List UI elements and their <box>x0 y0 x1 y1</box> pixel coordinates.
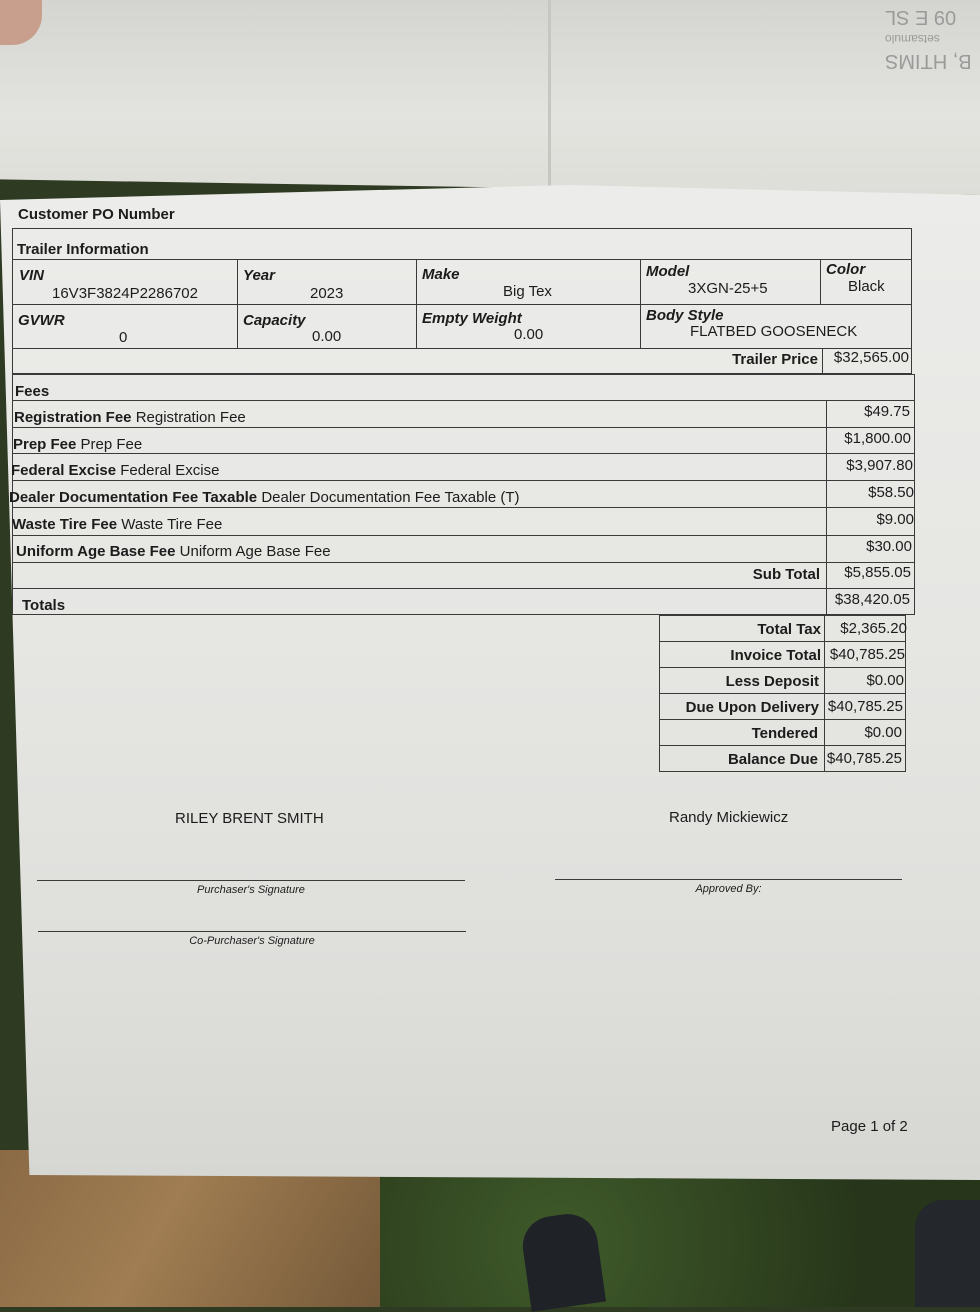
approver-name: Randy Mickiewicz <box>669 809 789 826</box>
divider <box>640 259 641 348</box>
reversed-line-1: B, HTIMS <box>885 50 972 72</box>
fee-desc: Dealer Documentation Fee Taxable (T) <box>261 489 520 506</box>
divider <box>12 400 915 401</box>
paper-fold-crease <box>548 0 551 190</box>
divider <box>12 588 915 589</box>
divider <box>659 719 906 720</box>
make-value: Big Tex <box>503 283 552 300</box>
divider <box>12 427 915 428</box>
divider <box>12 562 915 563</box>
invoice-total-label: Invoice Total <box>730 647 821 664</box>
divider <box>237 259 238 348</box>
year-label: Year <box>243 267 275 284</box>
copurchaser-signature-label: Co-Purchaser's Signature <box>189 935 315 947</box>
divider <box>659 745 906 746</box>
make-label: Make <box>422 266 460 283</box>
fee-name: Waste Tire Fee <box>12 516 118 533</box>
totals-label: Totals <box>22 597 66 614</box>
fee-amount: $1,800.00 <box>844 430 911 447</box>
vin-value: 16V3F3824P2286702 <box>52 285 198 302</box>
background-shoe-right <box>915 1200 980 1307</box>
balance-due-value: $40,785.25 <box>826 750 902 767</box>
less-deposit-value: $0.00 <box>866 672 904 689</box>
total-tax-label: Total Tax <box>757 621 821 638</box>
gvwr-value: 0 <box>119 329 128 346</box>
tendered-value: $0.00 <box>864 724 902 741</box>
vin-label: VIN <box>19 267 45 284</box>
reversed-bleed-text <box>885 6 972 72</box>
reversed-line-2: setsamulo <box>885 32 941 46</box>
model-label: Model <box>646 263 690 280</box>
fee-row <box>12 516 222 533</box>
divider <box>12 259 912 260</box>
divider <box>416 259 417 348</box>
fee-row <box>9 489 520 506</box>
capacity-value: 0.00 <box>312 328 342 345</box>
fee-amount: $58.50 <box>868 484 914 501</box>
approved-by-label: Approved By: <box>695 883 762 895</box>
fee-desc: Registration Fee <box>135 409 246 426</box>
model-value: 3XGN-25+5 <box>688 280 768 297</box>
fee-name: Dealer Documentation Fee Taxable <box>9 489 258 506</box>
folded-top-sheet <box>0 0 980 195</box>
divider <box>12 535 915 536</box>
trailer-price-label: Trailer Price <box>732 351 818 368</box>
fee-row <box>16 543 331 560</box>
fee-amount: $49.75 <box>864 403 910 420</box>
due-upon-delivery-value: $40,785.25 <box>827 698 903 715</box>
fee-desc: Federal Excise <box>120 462 220 479</box>
subtotal-label: Sub Total <box>752 566 820 583</box>
fee-row <box>13 436 142 453</box>
divider <box>12 304 912 305</box>
reversed-line-3: 09 E SL <box>885 6 957 28</box>
approved-signature-line <box>555 879 902 880</box>
fee-row <box>14 409 246 426</box>
divider <box>12 453 915 454</box>
divider <box>12 507 915 508</box>
divider <box>822 348 823 374</box>
gvwr-label: GVWR <box>18 312 65 329</box>
trailer-price-value: $32,565.00 <box>833 349 909 366</box>
capacity-label: Capacity <box>243 312 306 329</box>
less-deposit-label: Less Deposit <box>725 673 819 690</box>
empty-weight-value: 0.00 <box>514 326 544 343</box>
fee-desc: Uniform Age Base Fee <box>179 543 331 560</box>
copurchaser-signature-line <box>38 931 466 932</box>
fee-desc: Prep Fee <box>80 436 143 453</box>
trailer-section-title: Trailer Information <box>17 241 149 258</box>
fees-section-title: Fees <box>15 383 50 400</box>
divider <box>659 667 906 668</box>
purchaser-name: RILEY BRENT SMITH <box>175 810 324 827</box>
empty-weight-label: Empty Weight <box>422 310 522 327</box>
purchaser-signature-label: Purchaser's Signature <box>197 884 305 896</box>
total-tax-value: $2,365.20 <box>840 620 907 637</box>
purchaser-signature-line <box>37 880 465 881</box>
invoice-total-value: $40,785.25 <box>829 646 905 663</box>
fee-name: Prep Fee <box>13 436 77 453</box>
fee-row <box>11 462 219 479</box>
totals-value: $38,420.05 <box>834 591 910 608</box>
fee-amount: $30.00 <box>866 538 912 555</box>
page-number: Page 1 of 2 <box>831 1118 908 1135</box>
fee-name: Registration Fee <box>14 409 132 426</box>
body-style-label: Body Style <box>646 307 724 324</box>
color-value: Black <box>848 278 885 295</box>
fee-amount: $9.00 <box>876 511 914 528</box>
tendered-label: Tendered <box>751 725 818 742</box>
balance-due-label: Balance Due <box>727 751 818 768</box>
divider <box>659 641 906 642</box>
color-label: Color <box>826 261 866 278</box>
fee-name: Federal Excise <box>11 462 117 479</box>
divider <box>12 348 912 349</box>
divider <box>820 259 821 304</box>
divider <box>12 480 915 481</box>
subtotal-value: $5,855.05 <box>844 564 911 581</box>
body-style-value: FLATBED GOOSENECK <box>690 323 858 340</box>
customer-po-label: Customer PO Number <box>18 206 175 223</box>
due-upon-delivery-label: Due Upon Delivery <box>685 699 819 716</box>
divider <box>659 693 906 694</box>
fee-name: Uniform Age Base Fee <box>16 543 176 560</box>
year-value: 2023 <box>310 285 344 302</box>
fee-amount: $3,907.80 <box>846 457 913 474</box>
fee-desc: Waste Tire Fee <box>121 516 223 533</box>
